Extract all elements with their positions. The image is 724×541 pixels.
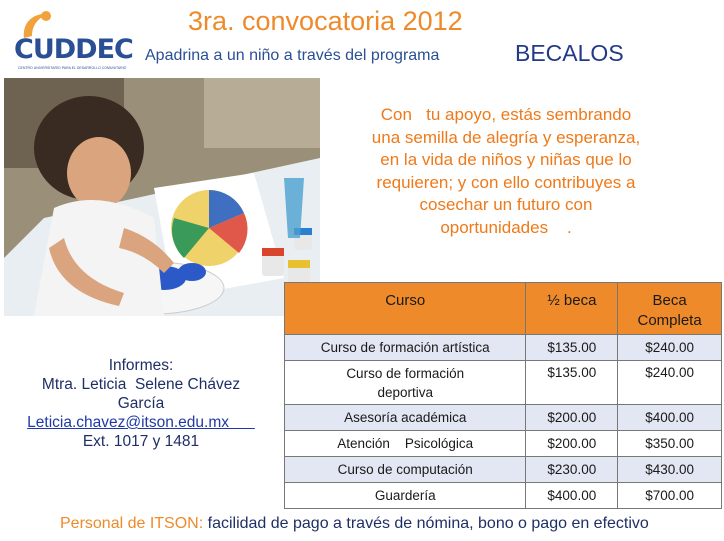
half-price: $230.00 xyxy=(526,457,618,483)
cuddec-logo xyxy=(6,8,134,68)
message-line: en la vida de niños y niñas que lo xyxy=(380,150,632,169)
email-underline-tail xyxy=(229,414,255,431)
table-header-row xyxy=(285,283,722,335)
tagline: Apadrina a un niño a través del programa xyxy=(145,47,440,64)
contact-extension: Ext. 1017 y 1481 xyxy=(82,433,200,450)
payment-footer xyxy=(60,515,649,533)
footer-lead: Personal de ITSON: xyxy=(60,515,204,532)
child-painting-photo xyxy=(4,78,320,316)
half-price: $135.00 xyxy=(526,335,618,361)
course-name: Curso de computación xyxy=(285,457,526,483)
message-line: oportunidades . xyxy=(440,217,572,237)
headline: 3ra. convocatoria 2012 xyxy=(188,6,463,36)
fees-table xyxy=(284,282,722,509)
course-name: Curso de formación deportiva xyxy=(285,361,526,405)
half-price: $400.00 xyxy=(526,483,618,509)
table-row xyxy=(285,335,722,361)
half-price: $135.00 xyxy=(526,361,618,405)
table-row xyxy=(285,361,722,405)
contact-title: Informes: xyxy=(108,357,174,374)
full-price: $700.00 xyxy=(618,483,722,509)
full-price: $240.00 xyxy=(618,335,722,361)
contact-info xyxy=(10,356,272,451)
message-line: cosechar un futuro con xyxy=(419,195,593,214)
table-row xyxy=(285,457,722,483)
full-price: $430.00 xyxy=(618,457,722,483)
contact-name: Mtra. Leticia Selene Chávez xyxy=(41,376,241,393)
program-name: BECALOS xyxy=(515,40,624,66)
contact-name-cont: García xyxy=(117,395,165,412)
logo-wordmark: CUDDEC xyxy=(14,34,133,65)
full-price: $240.00 xyxy=(618,361,722,405)
table-row xyxy=(285,405,722,431)
footer-text: facilidad de pago a través de nómina, bono o pago en efectivo xyxy=(203,515,649,532)
contact-email-link[interactable]: Leticia.chavez@itson.edu.mx xyxy=(27,414,229,431)
logo-subtitle: CENTRO UNIVERSITARIO PARA EL DESARROLLO COMUNITARIO xyxy=(18,66,127,70)
column-header-curso: Curso xyxy=(285,283,526,335)
table-row xyxy=(285,431,722,457)
message-paragraph xyxy=(346,104,666,239)
message-line: una semilla de alegría y esperanza, xyxy=(371,127,641,147)
course-name: Atención Psicológica xyxy=(285,431,526,457)
column-header-beca-completa: Beca Completa xyxy=(618,283,722,335)
full-price: $350.00 xyxy=(618,431,722,457)
course-name: Curso de formación artística xyxy=(285,335,526,361)
course-name: Guardería xyxy=(285,483,526,509)
full-price: $400.00 xyxy=(618,405,722,431)
half-price: $200.00 xyxy=(526,431,618,457)
half-price: $200.00 xyxy=(526,405,618,431)
message-line: requieren; y con ello contribuyes a xyxy=(376,172,636,192)
message-line: Con tu apoyo, estás sembrando xyxy=(380,105,632,124)
column-header-half-beca: ½ beca xyxy=(526,283,618,335)
course-name: Asesoría académica xyxy=(285,405,526,431)
table-row xyxy=(285,483,722,509)
